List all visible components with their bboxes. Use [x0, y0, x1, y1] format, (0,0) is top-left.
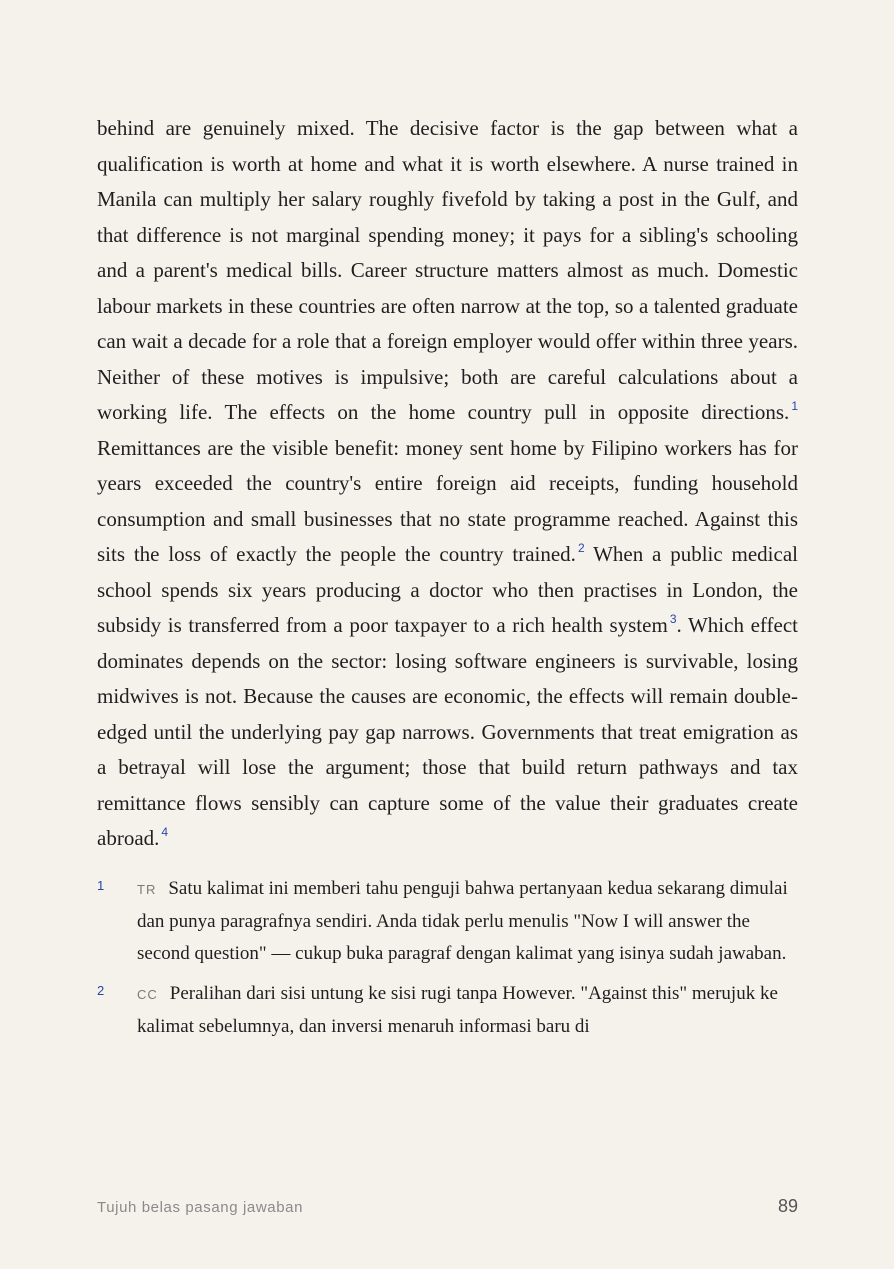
running-title: Tujuh belas pasang jawaban	[97, 1199, 304, 1216]
footnote-ref-3[interactable]: 3	[669, 612, 677, 626]
page-number: 89	[777, 1196, 798, 1216]
footnote-text: Peralihan dari sisi untung ke sisi rugi tanpa However. "Against this" merujuk ke kalimat sebelumnya, dan inversi menaruh informasi baru di	[137, 982, 778, 1037]
footnote-item	[97, 978, 798, 1043]
footnote-item	[97, 873, 798, 970]
footnotes	[97, 873, 798, 1043]
footnote-number[interactable]: 2	[97, 982, 105, 998]
body-text-segment: . Which effect dominates depends on the sector: losing software engineers is survivable, losing midwives is not. Because the causes are economic, the effects will remain double-edged until the underlying pay gap narrows. Governments that treat emigration as a betrayal will lose the argument; those that build return pathways and tax remittance flows sensibly can capture some of the value their graduates create abroad.	[97, 613, 798, 850]
footnote-ref-4[interactable]: 4	[161, 825, 169, 839]
page-content	[97, 111, 798, 1051]
page-footer	[97, 1196, 798, 1217]
body-text-segment: Remittances are the visible benefit: money sent home by Filipino workers has for years exceeded the country's entire foreign aid receipts, funding household consumption and small businesses that no state programme reached. Against this sits the loss of exactly the people the country trained.	[97, 435, 798, 566]
body-text-segment: When a public medical school spends six years producing a doctor who then practises in London, the subsidy is transferred from a poor taxpayer to a rich health system	[97, 542, 798, 637]
footnote-text: Satu kalimat ini memberi tahu penguji bahwa pertanyaan kedua sekarang dimulai dan punya paragrafnya sendiri. Anda tidak perlu menulis "Now I will answer the second question" — cukup buka paragraf dengan kalimat yang isinya sudah jawaban.	[137, 877, 788, 964]
footnote-ref-2[interactable]: 2	[577, 541, 585, 555]
footnote-tag: CC	[137, 986, 158, 1002]
footnote-number[interactable]: 1	[97, 877, 105, 893]
footnote-body	[137, 978, 798, 1043]
footnote-tag: TR	[137, 881, 157, 897]
body-text-segment: behind are genuinely mixed. The decisive factor is the gap between what a qualification is worth at home and what it is worth elsewhere. A nurse trained in Manila can multiply her salary roughly fivefold by taking a post in the Gulf, and that difference is not marginal spending money; it pays for a sibling's schooling and a parent's medical bills. Career structure matters almost as much. Domestic labour markets in these countries are often narrow at the top, so a talented graduate can wait a decade for a role that a foreign employer would offer within three years. Neither of these motives is impulsive; both are careful calculations about a working life. The effects on the home country pull in opposite directions.	[97, 116, 798, 424]
footnote-body	[137, 873, 798, 970]
footnote-ref-1[interactable]: 1	[791, 399, 798, 413]
body-paragraph	[97, 111, 798, 857]
